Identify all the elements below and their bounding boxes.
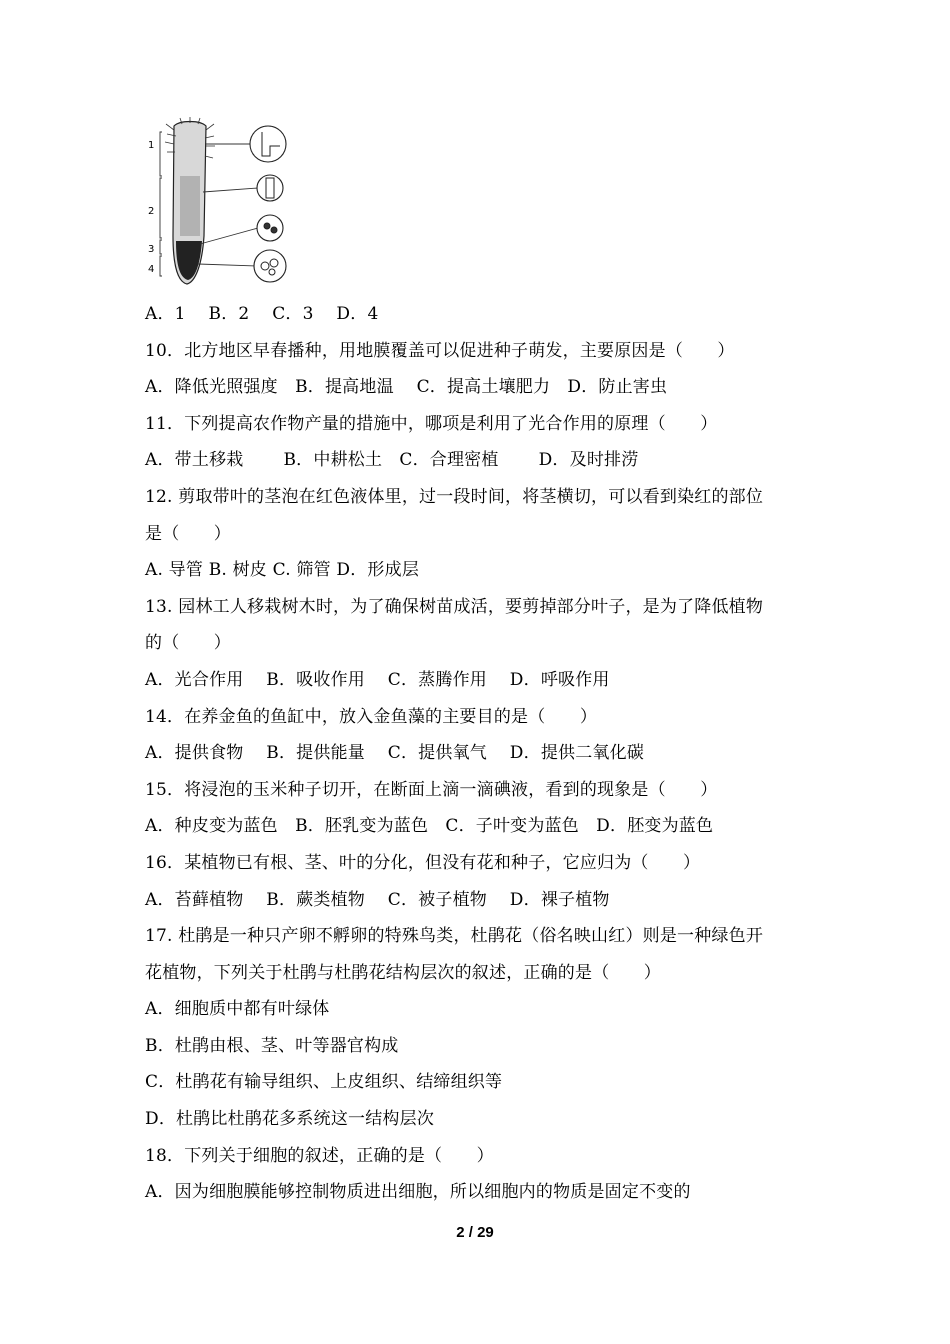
q17-stem: 17. 杜鹃是一种只产卵不孵卵的特殊鸟类，杜鹃花（俗名映山红）则是一种绿色开 [145, 926, 764, 947]
q11-stem: 11．下列提高农作物产量的措施中，哪项是利用了光合作用的原理（ ） [145, 413, 718, 434]
q18-stem: 18．下列关于细胞的叙述，正确的是（ ） [145, 1145, 494, 1166]
question-text [145, 296, 825, 1211]
q12-options: A. 导管 B. 树皮 C. 筛管 D．形成层 [145, 560, 420, 581]
zone-label-2: 2 [148, 206, 155, 217]
q17-option-d: D．杜鹃比杜鹃花多系统这一结构层次 [145, 1109, 435, 1130]
zone-label-4: 4 [148, 264, 155, 275]
q13-stem-cont: 的（ ） [145, 633, 231, 654]
q13-stem: 13. 园林工人移栽树木时，为了确保树苗成活，要剪掉部分叶子，是为了降低植物 [145, 596, 764, 617]
q14-stem: 14．在养金鱼的鱼缸中，放入金鱼藻的主要目的是（ ） [145, 706, 598, 727]
q17-option-c: C．杜鹃花有输导组织、上皮组织、结缔组织等 [145, 1072, 503, 1093]
q14-options: A．提供食物 B．提供能量 C．提供氧气 D．提供二氧化碳 [145, 743, 645, 764]
zone-label-1: 1 [148, 140, 155, 151]
pointer-lines [198, 144, 258, 266]
q16-options: A．苔藓植物 B．蕨类植物 C．被子植物 D．裸子植物 [145, 889, 610, 910]
q12-stem: 12. 剪取带叶的茎泡在红色液体里，过一段时间，将茎横切，可以看到染红的部位 [145, 486, 764, 507]
q18-option-a: A．因为细胞膜能够控制物质进出细胞，所以细胞内的物质是固定不变的 [145, 1182, 691, 1203]
q10-stem: 10．北方地区早春播种，用地膜覆盖可以促进种子萌发，主要原因是（ ） [145, 340, 735, 361]
zone-brackets [160, 132, 162, 276]
q9-options: A．1 B．2 C．3 D．4 [145, 304, 379, 324]
page-number: 2 / 29 [456, 1224, 494, 1241]
q17-option-b: B．杜鹃由根、茎、叶等器官构成 [145, 1035, 399, 1056]
q16-stem: 16．某植物已有根、茎、叶的分化，但没有花和种子，它应归为（ ） [145, 852, 701, 873]
q11-options: A．带土移栽 B．中耕松土 C．合理密植 D．及时排涝 [145, 450, 639, 471]
elongation-zone [180, 176, 200, 236]
q10-options: A．降低光照强度 B．提高地温 C．提高土壤肥力 D．防止害虫 [145, 377, 668, 398]
q15-stem: 15．将浸泡的玉米种子切开，在断面上滴一滴碘液，看到的现象是（ ） [145, 779, 718, 800]
magnified-cells [250, 126, 286, 282]
q12-stem-cont: 是（ ） [145, 523, 231, 544]
zone-label-3: 3 [148, 244, 155, 255]
q15-options: A．种皮变为蓝色 B．胚乳变为蓝色 C．子叶变为蓝色 D．胚变为蓝色 [145, 816, 714, 837]
root-tip-diagram [140, 116, 292, 288]
q17-stem-cont: 花植物，下列关于杜鹃与杜鹃花结构层次的叙述，正确的是（ ） [145, 962, 661, 983]
q13-options: A．光合作用 B．吸收作用 C．蒸腾作用 D．呼吸作用 [145, 669, 610, 690]
q17-option-a: A．细胞质中都有叶绿体 [145, 999, 330, 1020]
